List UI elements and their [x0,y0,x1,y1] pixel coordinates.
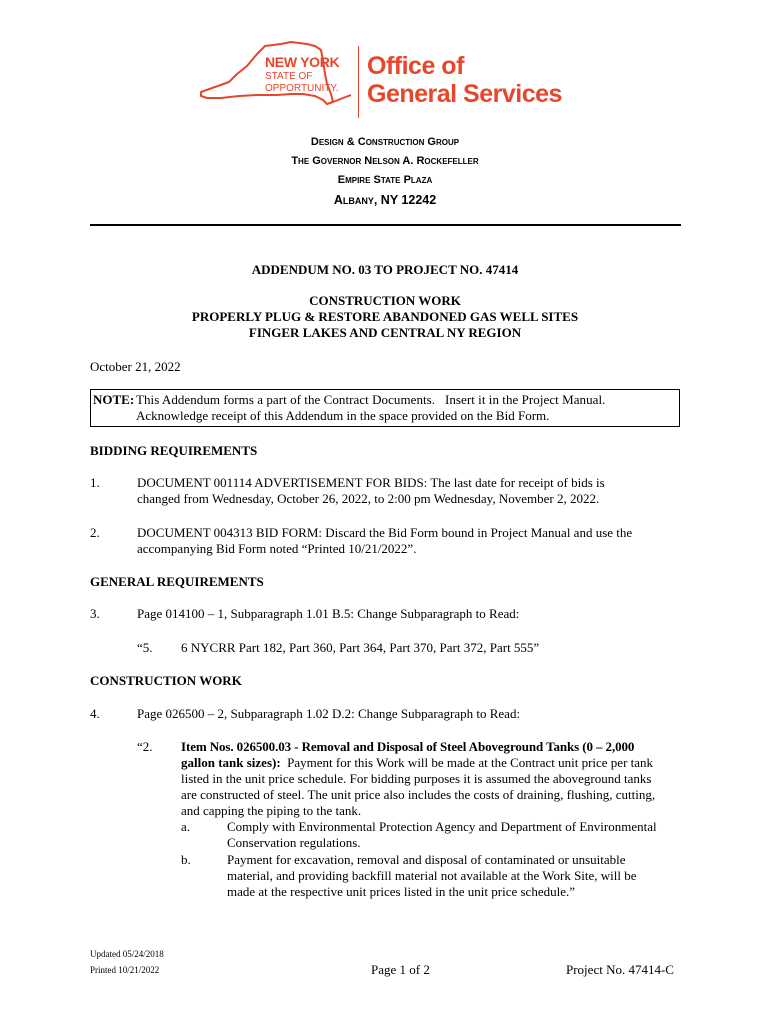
note-line2: Acknowledge receipt of this Addendum in the space provided on the Bid Form. [136,408,550,423]
item-3-number: 3. [90,606,100,621]
item-2-line1: DOCUMENT 004313 BID FORM: Discard the Bid Form bound in Project Manual and use the [137,525,633,540]
title-line2: PROPERLY PLUG & RESTORE ABANDONED GAS WELL SITES [191,309,579,324]
note-line1: This Addendum forms a part of the Contract Documents. Insert it in the Project Manual. [136,392,606,407]
header-rule [90,224,681,226]
item-4-heading-line2: gallon tank sizes): [181,755,281,770]
item-3-sub-text: 6 NYCRR Part 182, Part 360, Part 364, Part 370, Part 372, Part 555” [181,640,540,655]
item-1-number: 1. [90,475,100,490]
item-4-sub-number: “2. [137,739,153,754]
item-4-text-line2 [181,755,653,771]
letterhead-logo [195,38,585,120]
item-2-number: 2. [90,525,100,540]
item-4-line1: Page 026500 – 2, Subparagraph 1.02 D.2: Change Subparagraph to Read: [137,706,521,721]
sub-item-a-line1: Comply with Environmental Protection Agency and Department of Environmental [227,819,657,834]
section-general-requirements: GENERAL REQUIREMENTS [90,574,264,589]
sub-item-a-line2: Conservation regulations. [227,835,361,850]
footer-page-number: Page 1 of 2 [371,962,430,977]
item-4-text-line5: and capping the piping to the tank. [181,803,362,818]
sub-item-b-number: b. [181,852,191,867]
address-plaza: Empire State Plaza [337,174,433,186]
agency-name-line1: Office of [367,52,464,80]
title-line1: CONSTRUCTION WORK [309,293,461,308]
item-4-heading-line1: Item Nos. 026500.03 - Removal and Disposal of Steel Aboveground Tanks (0 – 2,000 [181,739,635,754]
item-3-line1: Page 014100 – 1, Subparagraph 1.01 B.5: Change Subparagraph to Read: [137,606,520,621]
footer-project-number: Project No. 47414-C [566,962,674,977]
item-3-sub-number: “5. [137,640,153,655]
address-group: Design & Construction Group [310,136,460,148]
item-4-text-line2-rest: Payment for this Work will be made at the Contract unit price per tank [280,755,654,770]
logo-text-state-of: STATE OF [265,71,313,82]
address-city: Albany, NY 12242 [333,193,437,207]
agency-name-line2: General Services [367,80,562,108]
section-bidding-requirements: BIDDING REQUIREMENTS [90,443,258,458]
footer-updated: Updated 05/24/2018 [90,949,164,959]
document-date: October 21, 2022 [90,359,181,374]
item-4-text-line4: are constructed of steel. The unit price also includes the costs of draining, flushing, cutting, [181,787,656,802]
addendum-title: ADDENDUM NO. 03 TO PROJECT NO. 47414 [251,262,519,277]
item-2-line2: accompanying Bid Form noted “Printed 10/21/2022”. [137,541,417,556]
item-1-line2: changed from Wednesday, October 26, 2022, to 2:00 pm Wednesday, November 2, 2022. [137,491,600,506]
logo-divider [358,46,359,118]
item-4-text-line3: listed in the unit price schedule. For bidding purposes it is assumed the aboveground tanks [181,771,652,786]
address-building: The Governor Nelson A. Rockefeller [291,155,479,167]
item-4-number: 4. [90,706,100,721]
footer-printed: Printed 10/21/2022 [90,965,160,975]
sub-item-b-line2: material, and providing backfill material not available at the Work Site, will be [227,868,637,883]
title-line3: FINGER LAKES AND CENTRAL NY REGION [248,325,522,340]
sub-item-b-line1: Payment for excavation, removal and disposal of contaminated or unsuitable [227,852,626,867]
sub-item-b-line3: made at the respective unit prices listed in the unit price schedule.” [227,884,575,899]
note-label: NOTE: [93,392,135,407]
logo-text-opportunity: OPPORTUNITY. [265,83,339,94]
section-construction-work: CONSTRUCTION WORK [90,673,242,688]
item-1-line1: DOCUMENT 001114 ADVERTISEMENT FOR BIDS: The last date for receipt of bids is [137,475,605,490]
logo-text-new-york: NEW YORK [265,54,340,70]
note-box [90,389,680,427]
sub-item-a-number: a. [181,819,191,834]
